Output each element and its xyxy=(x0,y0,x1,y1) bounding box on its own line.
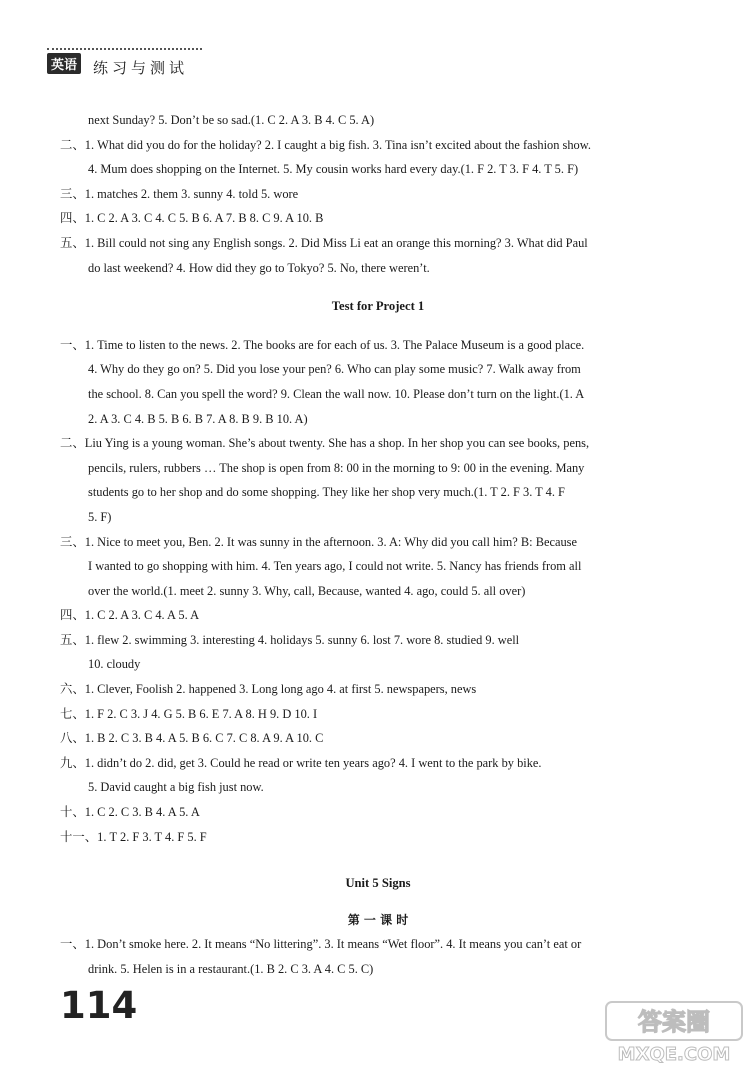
answer-line: 10. cloudy xyxy=(88,657,141,672)
header-dotted-rule xyxy=(47,48,202,50)
watermark-text: 答案圈 xyxy=(638,1008,710,1036)
page-header xyxy=(47,48,207,82)
answer-line: 八、1. B 2. C 3. B 4. A 5. B 6. C 7. C 8. A 9. A 10. C xyxy=(60,731,324,746)
answer-line: next Sunday? 5. Don’t be so sad.(1. C 2. A 3. B 4. C 5. A) xyxy=(88,113,375,127)
answer-line: the school. 8. Can you spell the word? 9. Clean the wall now. 10. Please don’t turn on the light.(1. A xyxy=(88,386,585,401)
page-number: 114 xyxy=(60,984,138,1027)
answer-line: 二、1. What did you do for the holiday? 2. I caught a big fish. 3. Tina isn’t excited about the fashion show. xyxy=(60,137,591,152)
answer-line: 三、1. Nice to meet you, Ben. 2. It was sunny in the afternoon. 3. A: Why did you call him? B: Because xyxy=(60,534,577,549)
answer-line: drink. 5. Helen is in a restaurant.(1. B 2. C 3. A 4. C 5. C) xyxy=(88,962,374,976)
answer-line: 十、1. C 2. C 3. B 4. A 5. A xyxy=(60,805,200,820)
answer-line: 六、1. Clever, Foolish 2. happened 3. Long long ago 4. at first 5. newspapers, news xyxy=(60,682,477,697)
answer-line: 九、1. didn’t do 2. did, get 3. Could he read or write ten years ago? 4. I went to the park by bike. xyxy=(60,755,542,770)
answer-line: 2. A 3. C 4. B 5. B 6. B 7. A 8. B 9. B 10. A) xyxy=(88,411,308,426)
answer-line: over the world.(1. meet 2. sunny 3. Why, call, Because, wanted 4. ago, could 5. all over) xyxy=(88,583,526,598)
answer-line: 二、Liu Ying is a young woman. She’s about twenty. She has a shop. In her shop you can see books, pens, xyxy=(60,436,590,451)
answer-line: 4. Why do they go on? 5. Did you lose your pen? 6. Who can play some music? 7. Walk away from xyxy=(88,362,581,377)
answer-line: 七、1. F 2. C 3. J 4. G 5. B 6. E 7. A 8. H 9. D 10. I xyxy=(60,706,318,721)
answer-line: 四、1. C 2. A 3. C 4. A 5. A xyxy=(60,608,200,623)
watermark-url: MXQE.COM xyxy=(617,1044,731,1064)
answer-line: 十一、1. T 2. F 3. T 4. F 5. F xyxy=(60,829,207,844)
answer-line: 四、1. C 2. A 3. C 4. C 5. B 6. A 7. B 8. C 9. A 10. B xyxy=(60,211,324,226)
answer-line: students go to her shop and do some shopping. They like her shop very much.(1. T 2. F 3. T 4. F xyxy=(88,485,565,500)
answer-line: 5. David caught a big fish just now. xyxy=(88,780,264,795)
answer-line: 三、1. matches 2. them 3. sunny 4. told 5. wore xyxy=(60,186,299,201)
answer-line: 5. F) xyxy=(88,509,112,524)
watermark-logo xyxy=(604,1000,744,1064)
answer-line: 五、1. flew 2. swimming 3. interesting 4. holidays 5. sunny 6. lost 7. wore 8. studied 9. well xyxy=(60,632,520,647)
lesson-title: 第 一 课 时 xyxy=(347,912,409,927)
answer-line: do last weekend? 4. How did they go to Tokyo? 5. No, there weren’t. xyxy=(88,260,430,275)
book-title: 练习与测试 xyxy=(93,59,189,77)
answer-line: 4. Mum does shopping on the Internet. 5. My cousin works hard every day.(1. F 2. T 3. F 4. T 5. F) xyxy=(88,162,579,177)
answer-line: I wanted to go shopping with him. 4. Ten years ago, I could not write. 5. Nancy has friends from all xyxy=(88,559,582,574)
section-title: Unit 5 Signs xyxy=(345,876,411,891)
answer-line: 一、1. Don’t smoke here. 2. It means “No littering”. 3. It means “Wet floor”. 4. It means you can’t eat or xyxy=(60,937,582,952)
answer-key-content xyxy=(60,108,696,982)
answer-line: 五、1. Bill could not sing any English songs. 2. Did Miss Li eat an orange this morning? 3. What did Paul xyxy=(60,235,588,250)
answer-line: pencils, rulers, rubbers … The shop is open from 8: 00 in the morning to 9: 00 in the evening. Many xyxy=(88,460,585,475)
answer-line: 一、1. Time to listen to the news. 2. The books are for each of us. 3. The Palace Museum is a good place. xyxy=(60,337,585,352)
section-title: Test for Project 1 xyxy=(331,299,425,314)
subject-badge: 英语 xyxy=(47,53,81,74)
